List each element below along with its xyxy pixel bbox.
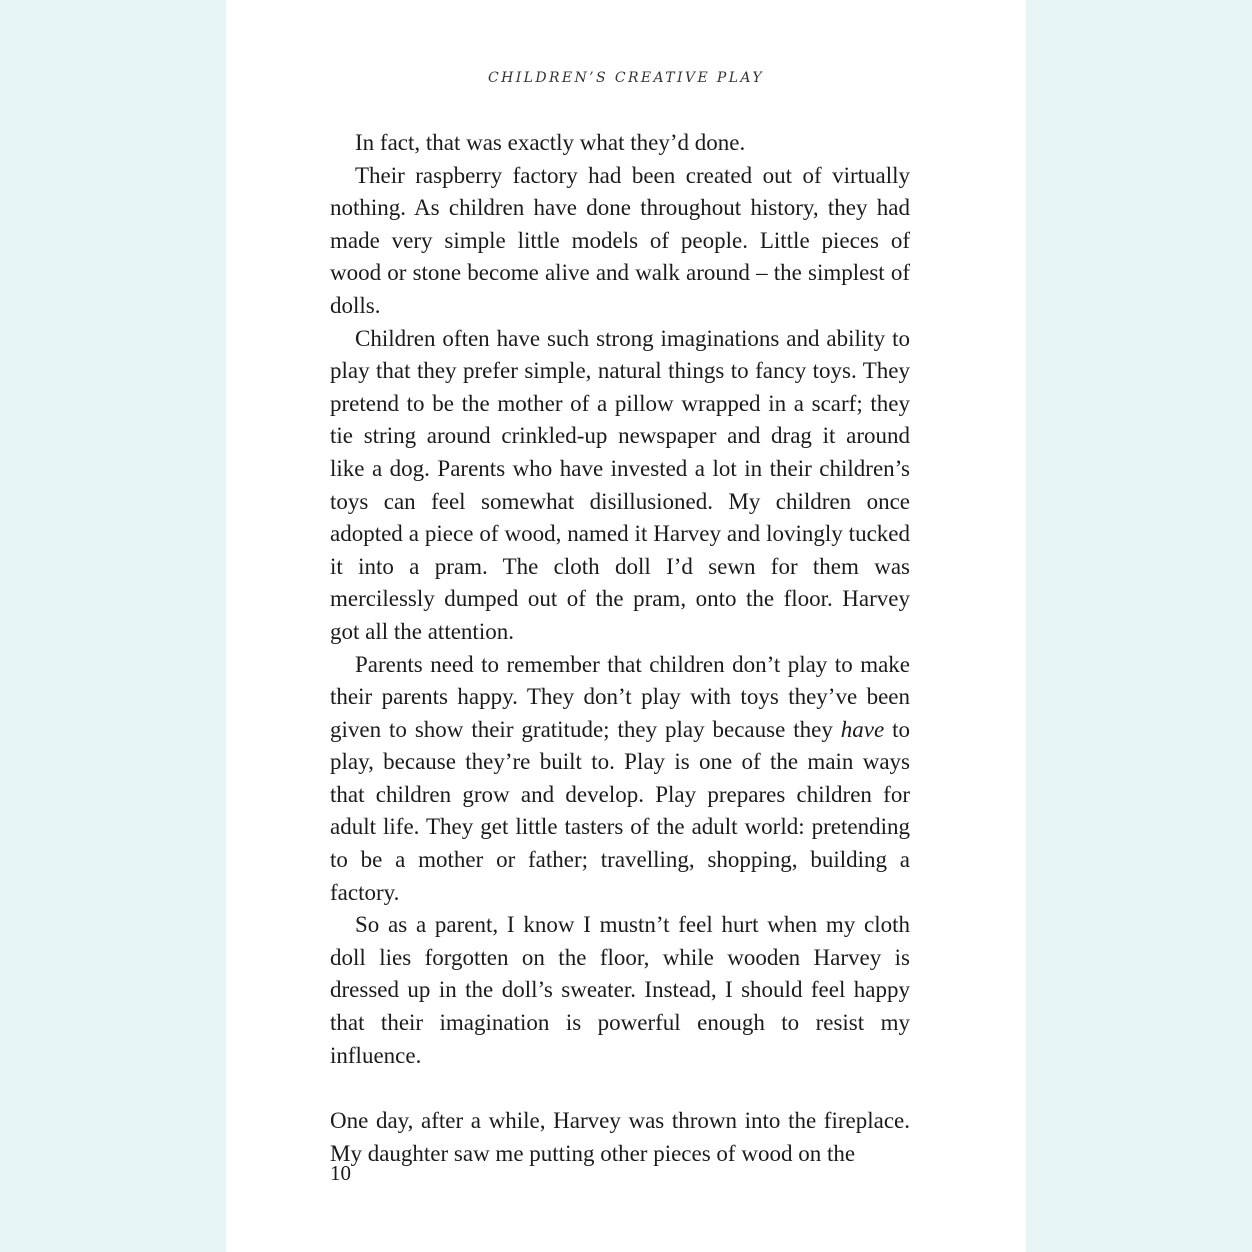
paragraph-1: In fact, that was exactly what they’d done. (355, 130, 746, 155)
page-number: 10 (330, 1161, 351, 1185)
paragraph-4 (330, 649, 910, 910)
paragraph-4-emphasis: have (840, 716, 885, 742)
body-text (330, 127, 910, 1170)
paragraph-2: Their raspberry factory had been created out of virtually nothing. As children have done throughout history, they had made very simple little models of people. Little pieces of wood or stone become alive and walk around – the simplest of dolls. (330, 162, 910, 318)
paragraph-6: One day, after a while, Harvey was thrown into the fireplace. My daughter saw me putting other pieces of wood on the (330, 1108, 910, 1166)
paragraph-3: Children often have such strong imaginations and ability to play that they prefer simple, natural things to fancy toys. They pretend to be the mother of a pillow wrapped in a scarf; they tie string around crinkled-up newspaper and drag it around like a dog. Parents who have invested a lot in their children’s toys can feel somewhat disillusioned. My children once adopted a piece of wood, named it Harvey and lovingly tucked it into a pram. The cloth doll I’d sewn for them was mercilessly dumped out of the pram, onto the floor. Harvey got all the attention. (330, 325, 910, 644)
book-page (226, 0, 1026, 1252)
running-head: CHILDREN’S CREATIVE PLAY (487, 70, 765, 86)
paragraph-5: So as a parent, I know I mustn’t feel hurt when my cloth doll lies forgotten on the floor, while wooden Harvey is dressed up in the doll’s sweater. Instead, I should feel happy that their imagination is powerful enough to resist my influence. (330, 912, 910, 1068)
paragraph-4-part-2: to play, because they’re built to. Play is one of the main ways that children grow and develop. Play prepares children for adult life. They get little tasters of the adult world: pretending to be a mother or father; travelling, shopping, building a factory. (330, 716, 911, 905)
paragraph-4-part-1: Parents need to remember that children don’t play to make their parents happy. They don’t play with toys they’ve been given to show their gratitude; they play because they (330, 651, 910, 742)
